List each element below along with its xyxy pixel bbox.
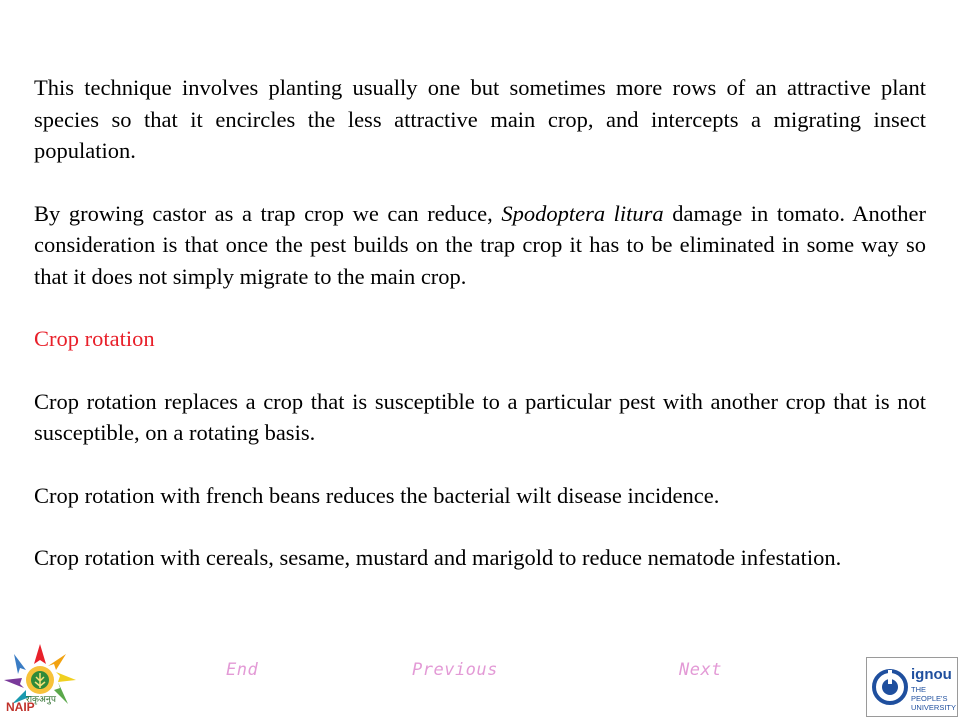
naip-label: NAIP bbox=[6, 700, 35, 714]
ignou-logo bbox=[866, 657, 958, 717]
paragraph-text: By growing castor as a trap crop we can reduce, bbox=[34, 200, 502, 226]
paragraph-text: damage in tomato. Another consideration is that once the pest builds on the trap crop it has to be eliminated in some way so that it does not simply migrate to the main crop. bbox=[34, 200, 926, 289]
species-name: Spodoptera litura bbox=[501, 200, 664, 226]
next-link[interactable]: Next bbox=[679, 660, 722, 680]
ignou-tagline-line: UNIVERSITY bbox=[911, 703, 957, 712]
paragraph-trap-crop-definition: This technique involves planting usually one but sometimes more rows of an attractive plant species so that it encircles the less attractive main crop, and intercepts a migrating insect population. bbox=[34, 75, 926, 163]
paragraph-crop-rotation-definition: Crop rotation replaces a crop that is susceptible to a particular pest with another crop that is not susceptible, on a rotating basis. bbox=[34, 388, 926, 445]
naip-hindi-text: राकृअनुप bbox=[26, 695, 56, 705]
ignou-tagline-line: THE PEOPLE'S bbox=[911, 685, 948, 703]
previous-link[interactable]: Previous bbox=[412, 660, 498, 680]
paragraph-castor-trap-crop bbox=[34, 198, 926, 293]
section-heading: Crop rotation bbox=[34, 326, 155, 351]
ignou-name: ignou bbox=[911, 666, 952, 683]
paragraph-french-beans: Crop rotation with french beans reduces the bacterial wilt disease incidence. bbox=[34, 482, 720, 508]
slide-body bbox=[34, 72, 926, 574]
ignou-tagline bbox=[911, 685, 957, 712]
paragraph-cereals: Crop rotation with cereals, sesame, mustard and marigold to reduce nematode infestation. bbox=[34, 545, 842, 570]
end-link[interactable]: End bbox=[226, 660, 259, 680]
ignou-emblem-icon bbox=[872, 666, 908, 708]
